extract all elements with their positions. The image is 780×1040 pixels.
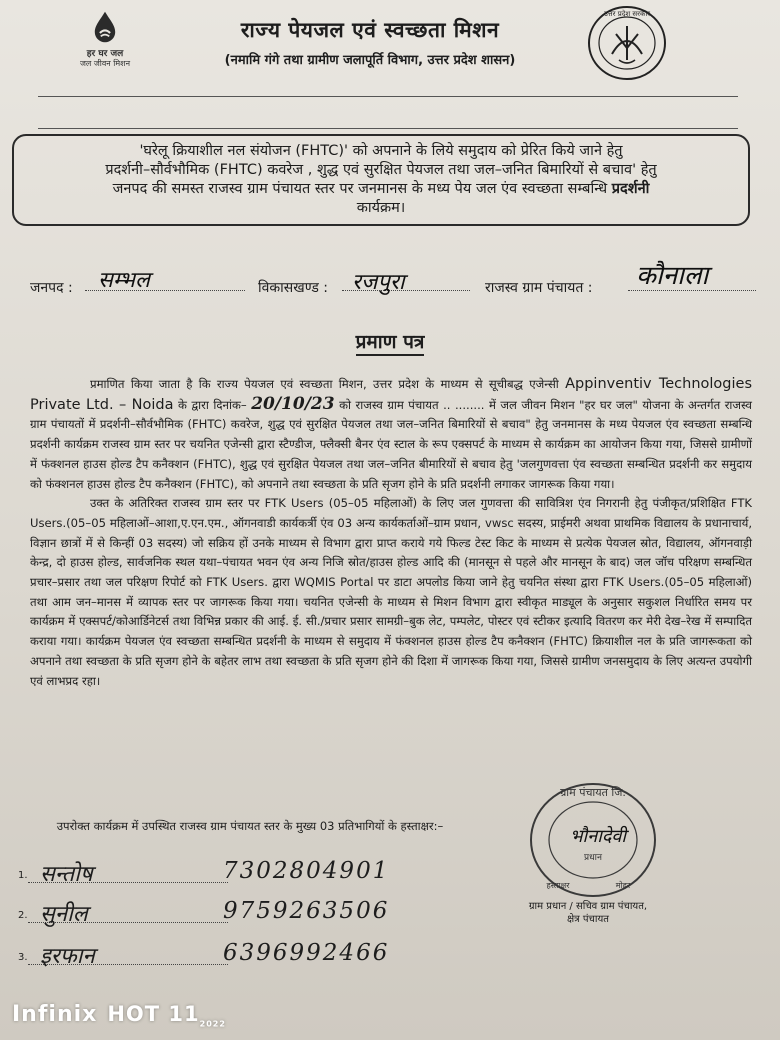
- signature-row: [18, 898, 498, 932]
- paragraph-text: ........ में जल जीवन मिशन "हर घर जल" योजना के अन्तर्गत राजस्व ग्राम पंचायतों में प्रदर्शनी–सौर्वभौमिक (FHTC) कवरेज, शुद्ध एवं सुरक्षित पेयजल तथा जल–जनित बिमारियों से बचाव" हेतु जनमानस के मध्य पेयजल एंव स्वच्छता सम्बन्धि प्रदर्शनी कार्यक्रम राजस्व ग्राम स्तर पर चयनित एजेन्सी द्वारा स्टैण्डीज, फ्लैक्सी बैनर एंव स्टाल के रूप एक्सपर्ट के माध्यम से कार्यक्रम का आयोजन किया गया, जिससे ग्रामीणों में फंक्शनल हाउस होल्ड टैप कनैक्शन (FHTC), शुद्ध एवं सुरक्षित पेयजल तथा जल–जनित बीमारियों से बचाव हेतु 'जलगुणवत्ता एंव स्वच्छता सम्बन्धित प्रदर्शनी कर समुदाय को फंक्शनल हाउस होल्ड टैप कनैक्शन (FHTC), को अपनाने तथा स्वच्छता के प्रति सृजग होने के प्रति प्रदर्शनी लगाकर जागरूक किया गया।: [30, 397, 752, 491]
- stamp-bottom-right: मोहर: [615, 881, 631, 890]
- certificate-heading: [0, 328, 780, 354]
- banner-text: जनपद की समस्त राजस्व ग्राम पंचायत स्तर पर जनमानस के मध्य पेय जल एंव स्वच्छता सम्बन्धि: [112, 181, 608, 197]
- row-number: 3.: [18, 952, 28, 963]
- participant-phone: 7302804901: [223, 858, 390, 884]
- watermark-year: 2022: [199, 1019, 226, 1029]
- up-government-seal: [586, 4, 668, 82]
- agency-name: Appinventiv Technologies Private Ltd. – Noida: [30, 376, 753, 413]
- pradhan-signature: भौनादेवी: [569, 826, 627, 847]
- banner-line: 'घरेलू क्रियाशील नल संयोजन (FHTC)' को अपनाने के लिये समुदाय को प्रेरित किये जाने हेतु: [139, 143, 623, 159]
- paragraph-1: [30, 375, 752, 494]
- logo-text: हर घर जल: [86, 49, 124, 59]
- certificate-body: [30, 375, 752, 691]
- stamp-ring-text: ग्राम पंचायत जि.: [560, 786, 626, 799]
- banner-line: कार्यक्रम।: [356, 200, 406, 216]
- program-date: 20/10/23: [251, 393, 335, 414]
- banner-line: प्रदर्शनी–सौर्वभौमिक (FHTC) कवरेज , शुद्ध एवं सुरक्षित पेयजल तथा जल–जनित बिमारियों से बचाव' हेतु: [105, 162, 657, 178]
- participant-phone: 6396992466: [223, 940, 390, 966]
- panchayat-stamp: [518, 780, 668, 900]
- row-number: 2.: [18, 910, 28, 921]
- panchayat-label: राजस्व ग्राम पंचायत :: [485, 280, 593, 296]
- page-subtitle: (नमामि गंगे तथा ग्रामीण जलापूर्ति विभाग, उत्तर प्रदेश शासन): [224, 53, 516, 68]
- stamp-caption: [488, 900, 688, 926]
- stamp-caption-line: क्षेत्र पंचायत: [567, 914, 609, 925]
- signature-row: [18, 858, 498, 892]
- header-divider: [38, 128, 738, 129]
- participant-signature: इरफान: [40, 944, 95, 969]
- row-number: 1.: [18, 870, 28, 881]
- participant-signature: सन्तोष: [40, 862, 93, 887]
- seal-text: उत्तर प्रदेश सरकार: [603, 10, 651, 18]
- water-drop-icon: [88, 10, 122, 44]
- signatures-intro: उपरोक्त कार्यक्रम में उपस्थित राजस्व ग्राम पंचायत स्तर के मुख्य 03 प्रतिभागियों के हस्ताक्षर:–: [56, 819, 444, 833]
- camera-watermark: [12, 1002, 226, 1028]
- stamp-bottom-left: हस्ताक्षर: [546, 881, 570, 890]
- certificate-heading-text: प्रमाण पत्र: [356, 331, 425, 356]
- participant-signature: सुनील: [40, 902, 88, 927]
- stamp-center-label: प्रधान: [584, 853, 602, 863]
- district-label: जनपद :: [30, 280, 73, 296]
- banner-emphasis: प्रदर्शनी: [611, 181, 650, 197]
- block-value: रजपुरा: [352, 270, 405, 295]
- header-divider: [38, 96, 738, 97]
- watermark-model: HOT 11: [107, 1002, 200, 1026]
- panchayat-value: कौनाला: [636, 261, 709, 291]
- district-value: सम्भल: [98, 268, 150, 293]
- program-banner: [12, 134, 750, 226]
- banner-line: [24, 180, 738, 199]
- watermark-brand: Infinix: [12, 1002, 98, 1027]
- participant-phone: 9759263506: [223, 898, 390, 924]
- har-ghar-jal-logo: [70, 10, 140, 80]
- stamp-caption-line: ग्राम प्रधान / सचिव ग्राम पंचायत,: [528, 901, 648, 912]
- paragraph-2: उक्त के अतिरिक्त राजस्व ग्राम स्तर पर FTK Users (05–05 महिलाओं) के लिए जल गुणवत्ता की सावित्रिश एंव निगरानी हेतु पंजीकृत/प्रशिक्षित FTK Users.(05–05 महिलाओं–आशा,ए.एन.एम., ऑगनवाडी कार्यकर्त्री एंव 03 अन्य कार्यकर्ताओं–ग्राम प्रधान, vwsc सदस्य, प्राईमरी अथवा प्राथमिक विद्यालय के प्रधानाचार्य, विज्ञान छात्रों में से किन्हीं 03 सदस्य) जो सक्रिय हों उनके माध्यम से विभाग द्वारा प्राप्त कराये गये फिल्ड टेस्ट किट के माध्यम से प्रत्येक पेयजल स्रोत, विद्यालय, ऑगनवाड़ी केन्द्र, दो हाउस होल्ड, सार्वजनिक स्थल यथा–पंचायत भवन एंव अन्य निजि स्रोत/हाउस होल्ड आदि की (मानसून से पहले और मानसून के बाद) जल जॉच परिक्षण सम्बन्धित प्रचार–प्रसार तथा जल परिक्षण रिपोर्ट को FTK Users. द्वारा WQMIS Portal पर डाटा अपलोड किया जाने हेतु चयनित संस्था द्वारा FTK Users.(05–05 महिलाओं) तथा आम जन–मानस में व्यापक स्तर पर जागरूक किया गया। चयनित एजेन्सी के माध्यम से मिशन विभाग द्वारा स्वीकृत माड्यूल के अनुसार सकुशल निर्धारित समय पर कार्यक्रम में एक्सपर्ट/कोआर्डिनेटर्स तथा विभिन्न प्रकार की आई. ई. सी./प्रचार प्रसार सामग्री–बुक लेट, पम्पलेट, पोस्टर एवं स्टीकर इत्यादि वितरण कर मेरी देख–रेख में सम्पादित कराया गया। कार्यक्रम पेयजल एंव स्वच्छता सम्बन्धित प्रदर्शनी के माध्यम से समुदाय में फंक्शनल हाउस होल्ड टैप कनैक्शन (FHTC) क्रियाशील नल के प्रति जागरूकता को अपनाने तथा स्वच्छता के प्रति सृजग होने के बहेतर लाभ तथा स्वच्छता के प्रति सृजग होने की दिशा में जागरूक किया गया, जिससे ग्रामीण जनसमुदाय के लिए अत्यन्त उपयोगी एवं लाभप्रद रहा।: [30, 496, 752, 688]
- paragraph-text: के द्वारा दिनांक–: [178, 397, 247, 412]
- block-label: विकासखण्ड :: [258, 280, 329, 296]
- page-title: राज्य पेयजल एवं स्वच्छता मिशन: [240, 18, 500, 42]
- location-fields: [30, 261, 760, 300]
- paragraph-text: प्रमाणित किया जाता है कि राज्य पेयजल एवं स्वच्छता मिशन, उत्तर प्रदेश के माध्यम से सूचीबद्ध एजेन्सी: [90, 377, 559, 391]
- signature-row: [18, 940, 498, 974]
- logo-subtext: जल जीवन मिशन: [79, 59, 131, 68]
- paragraph-text: को राजस्व ग्राम पंचायत ..: [339, 397, 451, 412]
